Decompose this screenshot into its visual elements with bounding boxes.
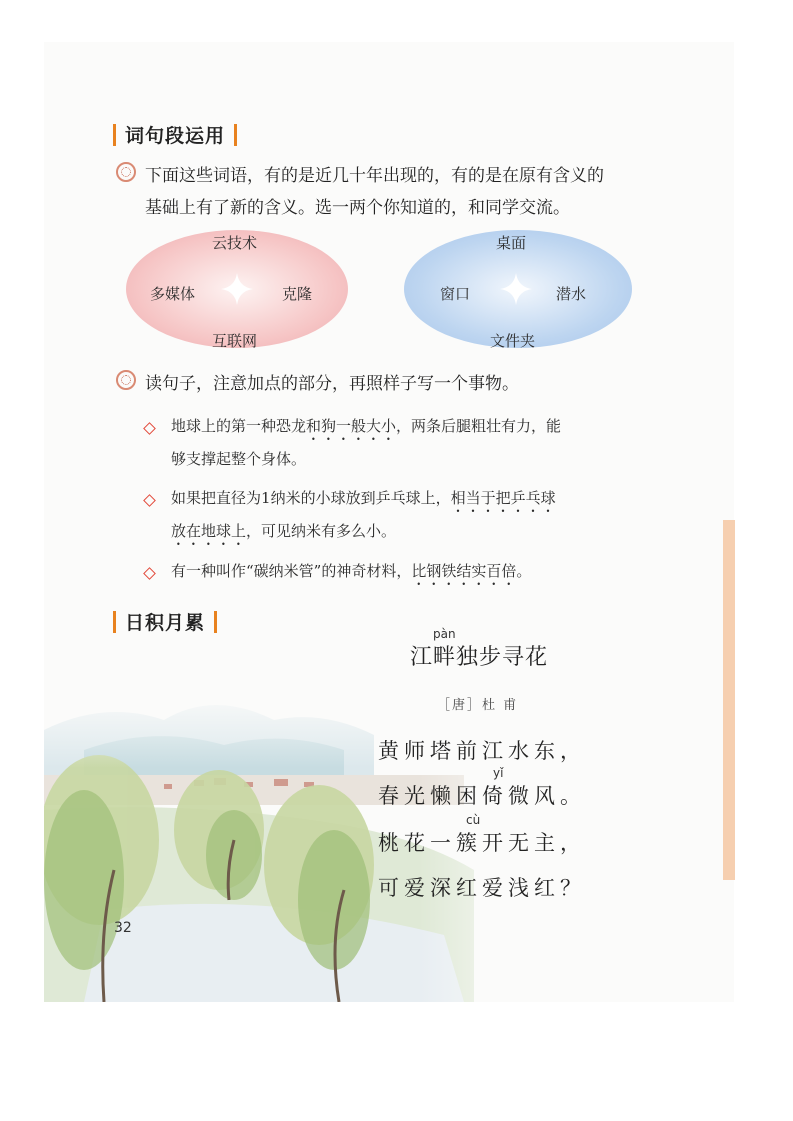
example-3 xyxy=(145,559,645,589)
word-internet: 互联网 xyxy=(212,332,258,350)
pinyin-pan: pàn xyxy=(433,627,456,641)
example-1-line2: 够支撑起整个身体。 xyxy=(171,450,307,468)
example-1-dotted: 和狗一般大小 xyxy=(306,417,397,435)
example-2 xyxy=(145,486,645,546)
section-header-usage xyxy=(113,121,237,148)
example-3-line1 xyxy=(171,559,531,589)
diamond-icon xyxy=(143,567,156,580)
pinyin-yi: yǐ xyxy=(493,766,504,780)
example-1-text-b: ，两条后腿粗壮有力，能 xyxy=(396,417,562,435)
header-bar-left xyxy=(113,611,116,633)
word-cloud-tech: 云技术 xyxy=(212,234,258,252)
example-2-text-c: ，可见纳米有多么小。 xyxy=(246,522,397,540)
pinyin-cu: cù xyxy=(466,813,481,827)
section-title: 日积月累 xyxy=(125,612,206,634)
poem-line-2: 春光懒困倚微风。 xyxy=(378,784,586,808)
question-1-line2: 基础上有了新的含义。选一两个你知道的，和同学交流。 xyxy=(145,198,570,218)
sparkle-icon xyxy=(499,272,533,306)
poem-line-3: 桃花一簇开无主， xyxy=(378,831,586,855)
example-3-text-b: 。 xyxy=(516,562,532,580)
header-bar-right xyxy=(234,124,237,146)
question-2 xyxy=(116,368,656,402)
question-1-line1: 下面这些词语，有的是近几十年出现的，有的是在原有含义的 xyxy=(145,166,604,186)
example-2-line1 xyxy=(171,486,556,516)
example-3-dotted: 比钢铁结实百倍 xyxy=(411,562,517,580)
word-desktop: 桌面 xyxy=(496,234,527,252)
poem-line-4: 可爱深红爱浅红？ xyxy=(378,876,586,900)
word-dive: 潜水 xyxy=(556,285,587,303)
section-title: 词句段运用 xyxy=(125,125,226,147)
example-3-text-a: 有一种叫作“碳纳米管”的神奇材料， xyxy=(171,562,412,580)
poem-author: ［唐］杜 甫 xyxy=(437,698,519,713)
example-1-text-a: 地球上的第一种恐龙 xyxy=(171,417,307,435)
example-2-dotted-2: 放在地球上 xyxy=(171,522,247,540)
side-tab xyxy=(723,520,735,880)
example-2-line2 xyxy=(171,519,396,549)
diamond-icon xyxy=(143,494,156,507)
example-1 xyxy=(145,414,645,474)
word-folder: 文件夹 xyxy=(490,332,536,350)
seal-icon xyxy=(116,162,136,182)
header-bar-right xyxy=(214,611,217,633)
word-multimedia: 多媒体 xyxy=(150,285,196,303)
question-1 xyxy=(116,160,656,230)
diamond-icon xyxy=(143,422,156,435)
example-2-dotted-1: 相当于把乒乓球 xyxy=(450,489,556,507)
page-number: 32 xyxy=(114,920,132,936)
poem-title: 江畔独步寻花 xyxy=(410,645,549,670)
poem-line-1: 黄师塔前江水东， xyxy=(378,739,586,763)
question-1-text xyxy=(145,160,604,224)
example-1-line1 xyxy=(171,414,561,444)
question-2-text: 读句子，注意加点的部分，再照样子写一个事物。 xyxy=(145,374,519,394)
sparkle-icon xyxy=(220,272,254,306)
word-window: 窗口 xyxy=(440,285,471,303)
header-bar-left xyxy=(113,124,116,146)
section-header-accumulation xyxy=(113,608,217,635)
word-clone: 克隆 xyxy=(282,285,313,303)
example-2-text-b: 纳米的小球放到乒乓球上， xyxy=(270,489,451,507)
seal-icon xyxy=(116,370,136,390)
example-2-number: 1 xyxy=(261,489,271,507)
example-2-text-a: 如果把直径为 xyxy=(171,489,262,507)
